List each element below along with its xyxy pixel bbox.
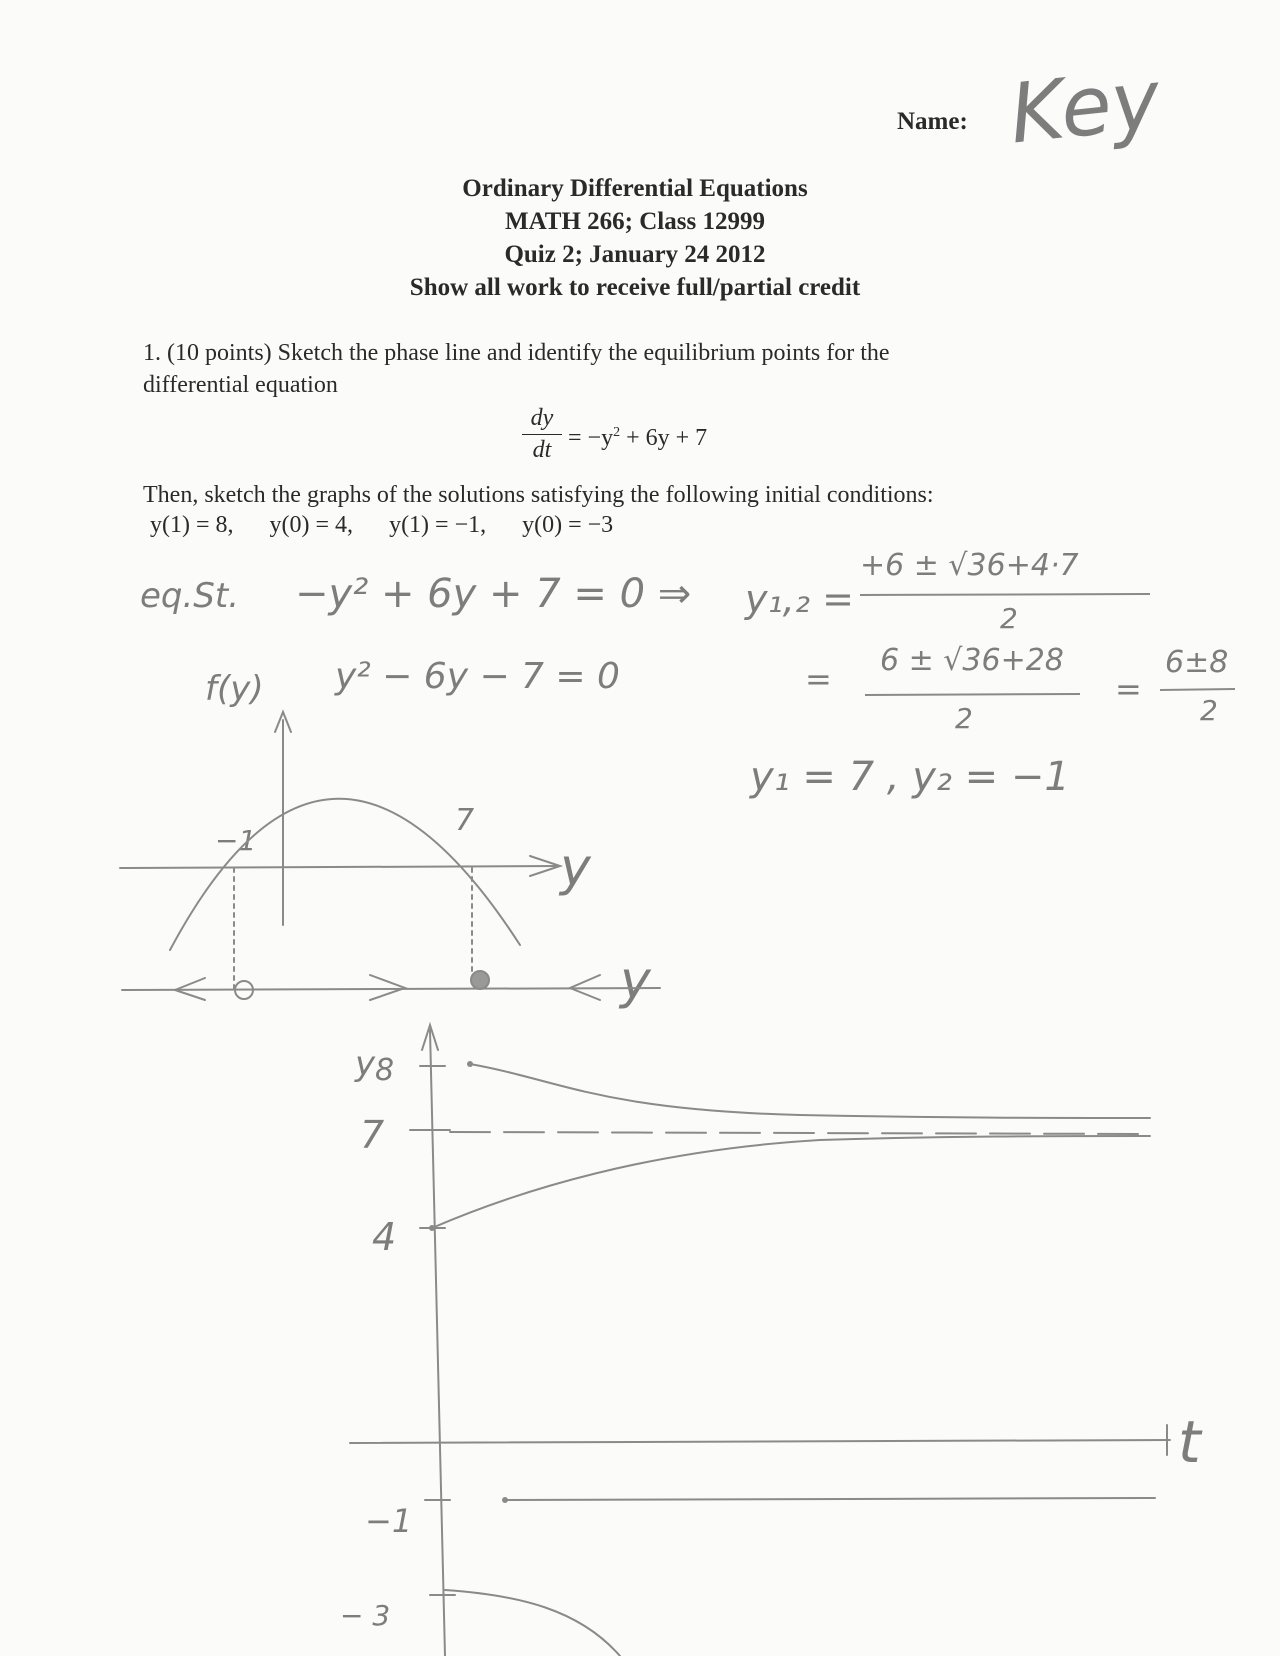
hw-y12: y₁,₂ = <box>745 577 854 621</box>
name-value-handwritten: Key <box>1005 52 1165 163</box>
hw-t-axis-label: t <box>1178 1408 1201 1476</box>
solution-curve-from-neg3 <box>445 1590 620 1656</box>
phase-arrow-right-icon <box>370 975 405 1000</box>
hw-quad2-num: 6 ± √36+28 <box>880 643 1064 678</box>
initial-condition: y(0) = −3 <box>522 512 614 538</box>
graph-vertical-axis <box>430 1030 445 1656</box>
hw-fraction-bar-2 <box>865 694 1080 695</box>
hw-quad2-den: 2 <box>955 702 973 735</box>
then-instruction: Then, sketch the graphs of the solutions satisfying the following initial conditions: <box>143 482 934 508</box>
hw-equation: −y² + 6y + 7 = 0 ⇒ <box>295 571 692 617</box>
name-label: Name: <box>897 108 968 135</box>
hw-tick-7: 7 <box>360 1113 385 1157</box>
solution-curve-from-8 <box>470 1064 1150 1118</box>
hw-tick-neg1: −1 <box>365 1502 413 1540</box>
hw-quad3-den: 2 <box>1200 694 1218 727</box>
hw-equals-1: = <box>805 660 832 698</box>
solution-curve-from-4 <box>432 1136 1150 1228</box>
instructions: Show all work to receive full/partial credit <box>409 274 861 301</box>
hw-quad1-den: 2 <box>1000 602 1018 635</box>
rhs-exponent: 2 <box>613 425 621 440</box>
hw-rearranged: y² − 6y − 7 = 0 <box>335 656 620 697</box>
phase-line <box>122 988 660 990</box>
fraction-denominator: dt <box>532 437 552 463</box>
hw-fraction-bar-3 <box>1160 689 1235 690</box>
initial-point-neg1 <box>502 1497 508 1503</box>
hw-quad1-num: +6 ± √36+4·7 <box>860 548 1079 583</box>
equilibrium-line-7 <box>450 1132 1150 1134</box>
hw-roots: y₁ = 7 , y₂ = −1 <box>750 754 1070 800</box>
initial-point-4 <box>429 1225 435 1231</box>
hw-root-left-label: −1 <box>215 824 257 857</box>
hw-graph-y-label: y <box>355 1044 376 1084</box>
hw-eq-pts: eq.St. <box>140 576 240 616</box>
stable-equilibrium-marker <box>471 971 489 989</box>
rhs-part-b: + 6y + 7 <box>620 425 708 451</box>
course-title: Ordinary Differential Equations <box>462 175 808 202</box>
initial-condition: y(1) = 8, <box>150 512 234 538</box>
hw-tick-4: 4 <box>372 1215 397 1259</box>
t-axis <box>350 1440 1170 1443</box>
hw-tick-8: 8 <box>375 1053 395 1088</box>
rhs-part-a: = −y <box>568 425 614 451</box>
problem-statement-line2: differential equation <box>143 372 338 398</box>
initial-point-8 <box>467 1061 473 1067</box>
course-code: MATH 266; Class 12999 <box>505 208 765 235</box>
hw-equals-2: = <box>1115 670 1142 708</box>
quiz-date: Quiz 2; January 24 2012 <box>504 241 766 268</box>
hw-fraction-bar-1 <box>860 594 1150 595</box>
hw-fy-label: f(y) <box>205 669 264 709</box>
hw-tick-neg3: − 3 <box>340 1599 391 1632</box>
solution-curve-from-neg1 <box>505 1498 1155 1500</box>
fraction-numerator: dy <box>522 405 562 435</box>
problem-statement-line1: 1. (10 points) Sketch the phase line and identify the equilibrium points for the <box>143 340 890 366</box>
fy-horizontal-axis <box>120 866 560 868</box>
initial-condition: y(1) = −1, <box>389 512 487 538</box>
hw-phase-line-label: y <box>620 951 651 1011</box>
hw-root-right-label: 7 <box>455 803 475 838</box>
initial-condition: y(0) = 4, <box>269 512 354 538</box>
hw-quad3-num: 6±8 <box>1165 645 1229 680</box>
hw-axis-y-label: y <box>560 838 591 898</box>
